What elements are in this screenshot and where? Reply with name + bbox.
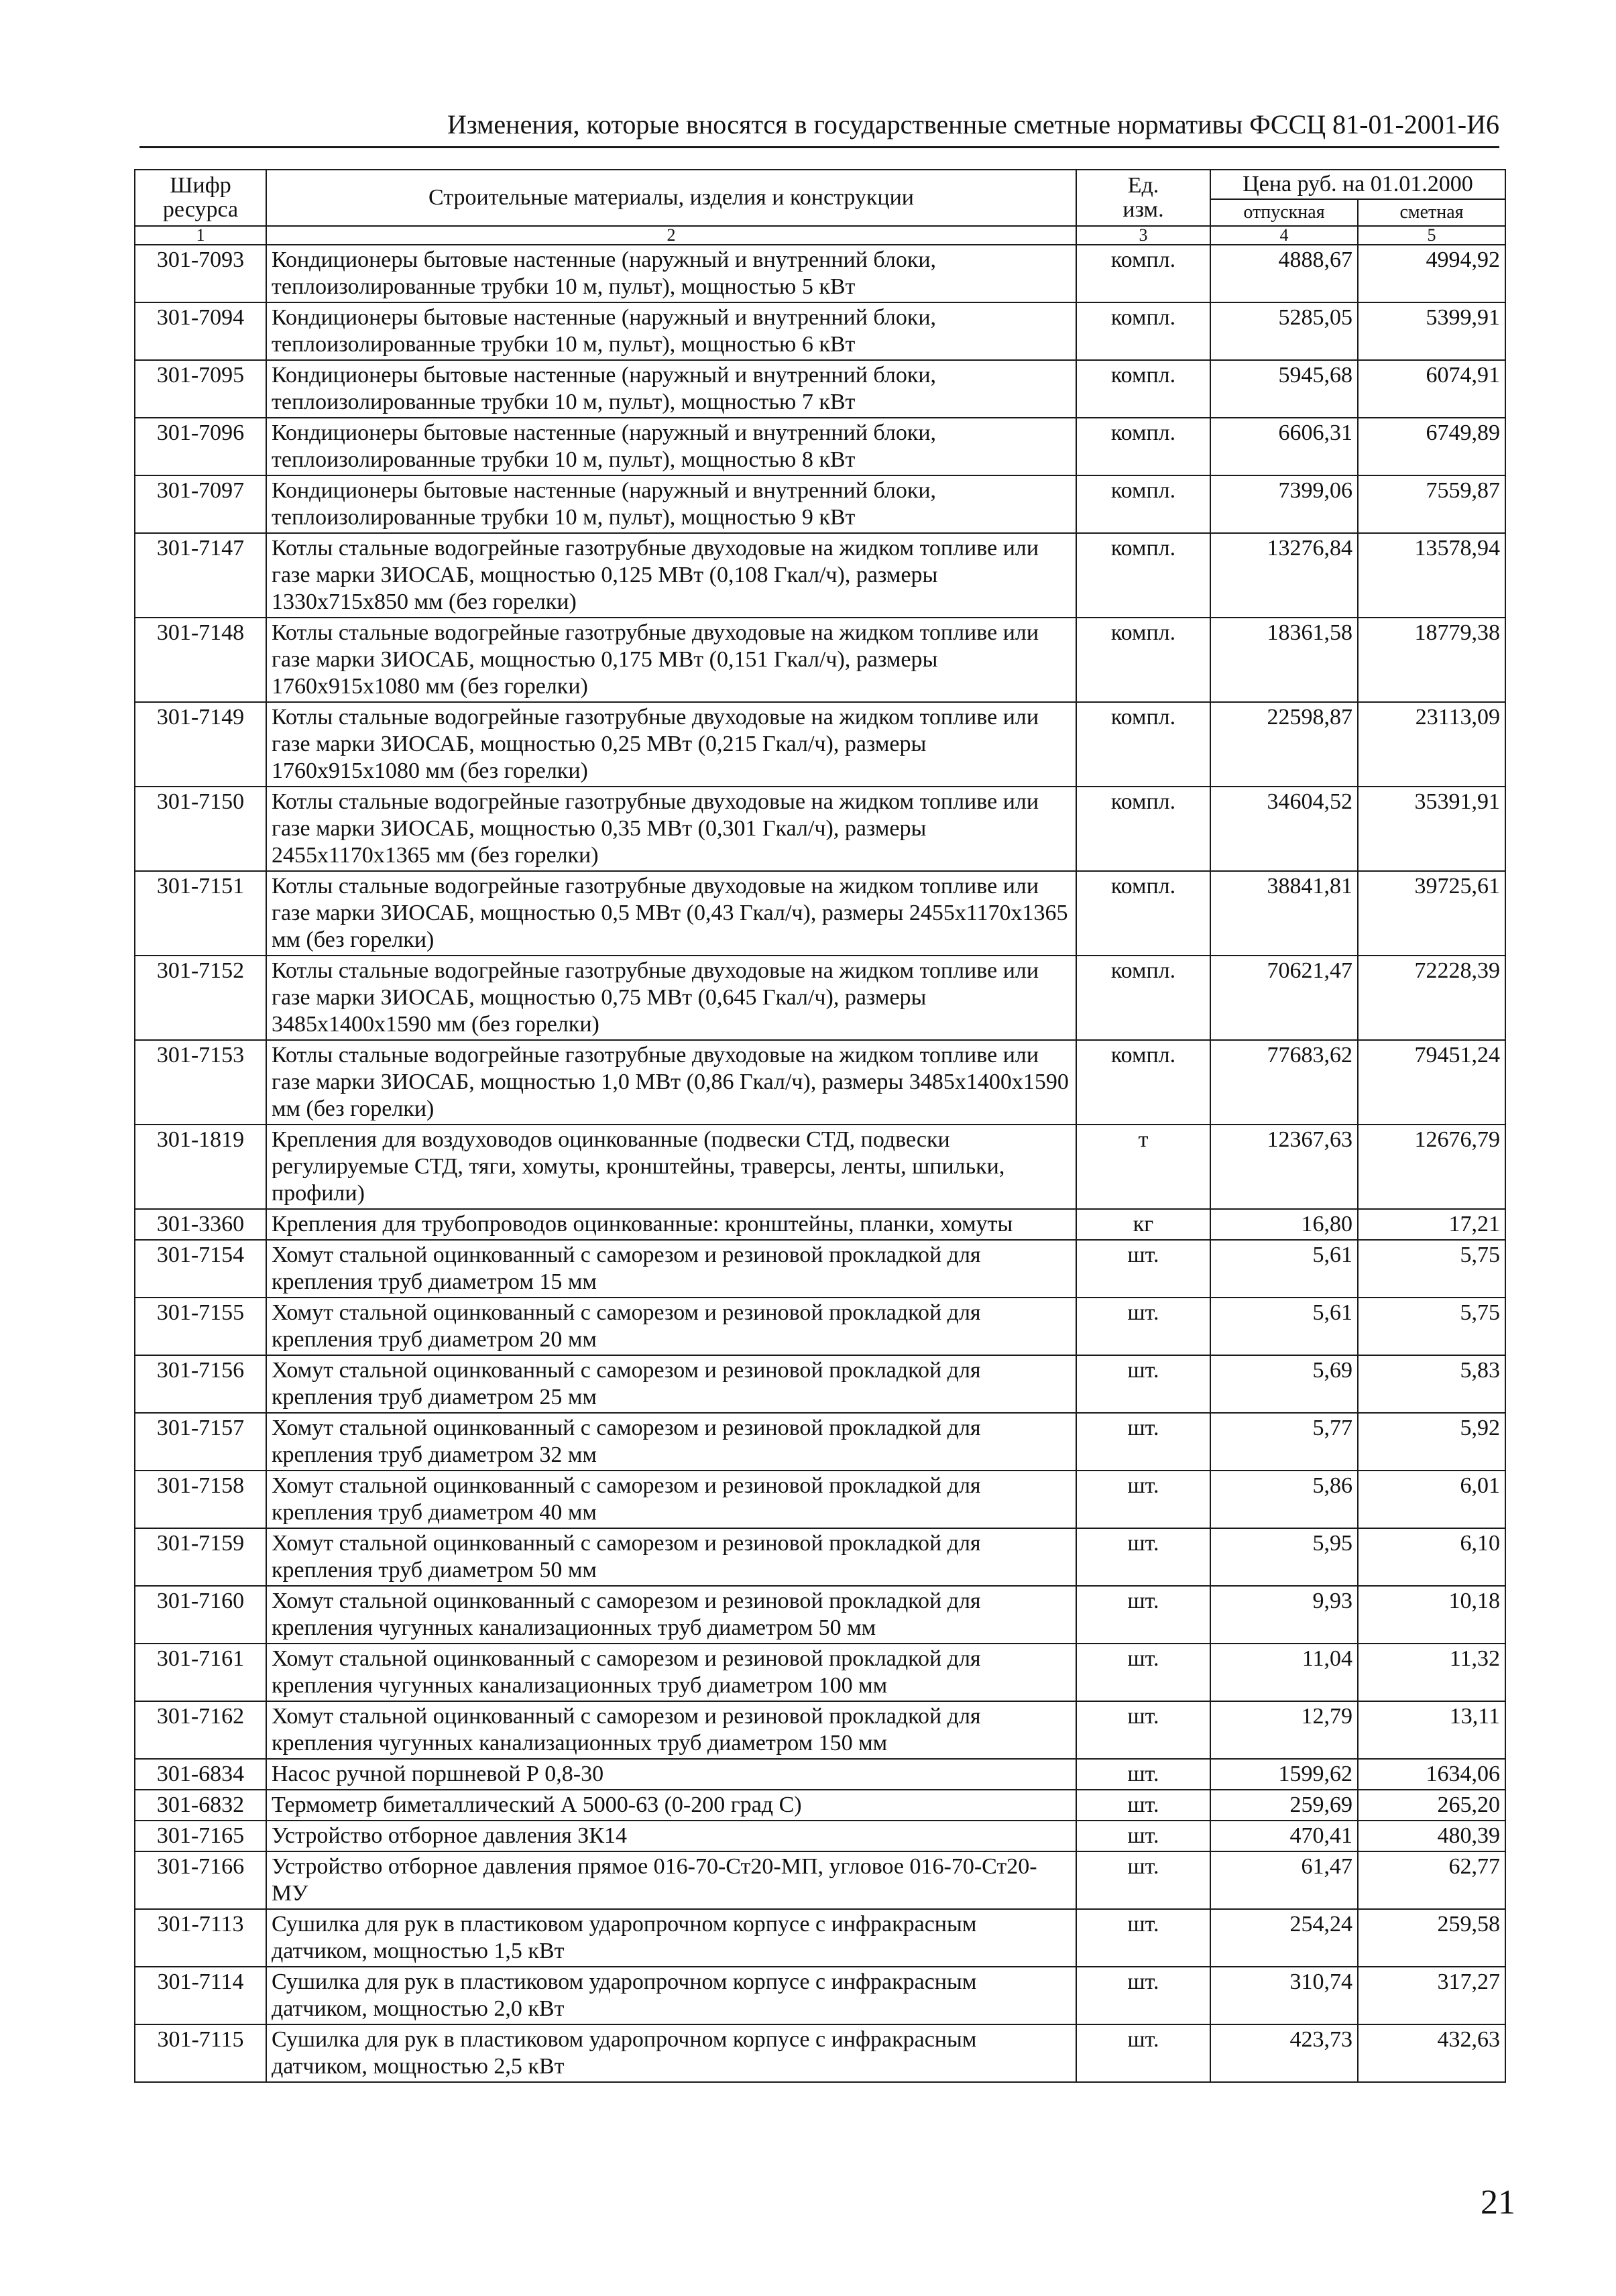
row-unit: компл. — [1076, 475, 1210, 533]
row-name: Устройство отборное давления прямое 016-70-Ст20-МП, угловое 016-70-Ст20-МУ — [266, 1851, 1076, 1909]
row-price-release: 259,69 — [1210, 1790, 1358, 1821]
row-price-estimate: 13578,94 — [1358, 533, 1505, 618]
row-price-release: 34604,52 — [1210, 787, 1358, 871]
row-price-estimate: 5,75 — [1358, 1298, 1505, 1355]
row-unit: компл. — [1076, 618, 1210, 702]
table-row — [135, 1528, 1505, 1586]
row-code: 301-7161 — [135, 1644, 266, 1701]
table-row — [135, 475, 1505, 533]
header-unit-line1: Ед. — [1127, 173, 1159, 198]
row-unit: шт. — [1076, 1909, 1210, 1967]
row-price-estimate: 1634,06 — [1358, 1759, 1505, 1790]
row-unit: шт. — [1076, 1355, 1210, 1413]
row-price-release: 7399,06 — [1210, 475, 1358, 533]
column-number: 2 — [266, 226, 1076, 245]
row-price-estimate: 18779,38 — [1358, 618, 1505, 702]
table-row — [135, 418, 1505, 475]
table-row — [135, 1909, 1505, 1967]
table-row — [135, 1821, 1505, 1851]
row-price-release: 61,47 — [1210, 1851, 1358, 1909]
row-name: Котлы стальные водогрейные газотрубные двуходовые на жидком топливе или газе марки ЗИОСАБ, мощностью 0,35 МВт (0,301 Гкал/ч), размеры 2455x1170x1365 мм (без горелки) — [266, 787, 1076, 871]
row-code: 301-6834 — [135, 1759, 266, 1790]
table-row — [135, 302, 1505, 360]
row-price-release: 16,80 — [1210, 1209, 1358, 1240]
row-unit: компл. — [1076, 245, 1210, 302]
row-price-release: 1599,62 — [1210, 1759, 1358, 1790]
row-price-estimate: 5399,91 — [1358, 302, 1505, 360]
row-unit: компл. — [1076, 418, 1210, 475]
row-name: Котлы стальные водогрейные газотрубные двуходовые на жидком топливе или газе марки ЗИОСАБ, мощностью 0,125 МВт (0,108 Гкал/ч), размеры 1330x715x850 мм (без горелки) — [266, 533, 1076, 618]
row-unit: компл. — [1076, 360, 1210, 418]
row-price-estimate: 5,83 — [1358, 1355, 1505, 1413]
row-unit: т — [1076, 1125, 1210, 1209]
row-code: 301-7113 — [135, 1909, 266, 1967]
row-price-release: 5,61 — [1210, 1240, 1358, 1298]
row-unit: шт. — [1076, 1644, 1210, 1701]
table-row — [135, 1125, 1505, 1209]
row-price-estimate: 12676,79 — [1358, 1125, 1505, 1209]
row-code: 301-7166 — [135, 1851, 266, 1909]
row-price-release: 310,74 — [1210, 1967, 1358, 2024]
row-code: 301-7096 — [135, 418, 266, 475]
row-price-release: 9,93 — [1210, 1586, 1358, 1644]
row-price-estimate: 4994,92 — [1358, 245, 1505, 302]
row-price-estimate: 11,32 — [1358, 1644, 1505, 1701]
table-row — [135, 1209, 1505, 1240]
table-row — [135, 533, 1505, 618]
row-unit: шт. — [1076, 1528, 1210, 1586]
header-unit-line2: изм. — [1122, 197, 1164, 222]
row-name: Крепления для трубопроводов оцинкованные: кронштейны, планки, хомуты — [266, 1209, 1076, 1240]
column-number-row — [135, 226, 1505, 245]
row-unit: компл. — [1076, 702, 1210, 787]
row-name: Котлы стальные водогрейные газотрубные двуходовые на жидком топливе или газе марки ЗИОСАБ, мощностью 0,5 МВт (0,43 Гкал/ч), размеры 2455x1170x1365 мм (без горелки) — [266, 871, 1076, 956]
row-code: 301-1819 — [135, 1125, 266, 1209]
row-unit: шт. — [1076, 1413, 1210, 1471]
row-price-release: 70621,47 — [1210, 956, 1358, 1040]
table-row — [135, 1355, 1505, 1413]
row-price-estimate: 39725,61 — [1358, 871, 1505, 956]
row-price-estimate: 6,10 — [1358, 1528, 1505, 1586]
row-name: Сушилка для рук в пластиковом ударопрочном корпусе с инфракрасным датчиком, мощностью 2,0 кВт — [266, 1967, 1076, 2024]
row-price-release: 12,79 — [1210, 1701, 1358, 1759]
row-code: 301-7094 — [135, 302, 266, 360]
column-number: 3 — [1076, 226, 1210, 245]
row-name: Котлы стальные водогрейные газотрубные двуходовые на жидком топливе или газе марки ЗИОСАБ, мощностью 0,175 МВт (0,151 Гкал/ч), размеры 1760x915x1080 мм (без горелки) — [266, 618, 1076, 702]
row-price-estimate: 432,63 — [1358, 2024, 1505, 2082]
row-name: Насос ручной поршневой Р 0,8-30 — [266, 1759, 1076, 1790]
table-row — [135, 1851, 1505, 1909]
column-number: 5 — [1358, 226, 1505, 245]
row-code: 301-7159 — [135, 1528, 266, 1586]
row-price-estimate: 480,39 — [1358, 1821, 1505, 1851]
row-price-release: 470,41 — [1210, 1821, 1358, 1851]
table-row — [135, 1967, 1505, 2024]
row-price-estimate: 10,18 — [1358, 1586, 1505, 1644]
row-name: Хомут стальной оцинкованный с саморезом и резиновой прокладкой для крепления чугунных канализационных труб диаметром 50 мм — [266, 1586, 1076, 1644]
row-code: 301-7153 — [135, 1040, 266, 1125]
row-price-release: 5285,05 — [1210, 302, 1358, 360]
row-code: 301-7152 — [135, 956, 266, 1040]
row-price-estimate: 13,11 — [1358, 1701, 1505, 1759]
row-price-estimate: 317,27 — [1358, 1967, 1505, 2024]
header-title: Изменения, которые вносятся в государственные сметные нормативы ФССЦ 81-01-2001-И6 — [447, 109, 1499, 139]
table-row — [135, 787, 1505, 871]
row-name: Кондиционеры бытовые настенные (наружный и внутренний блоки, теплоизолированные трубки 10 м, пульт), мощностью 7 кВт — [266, 360, 1076, 418]
row-price-release: 38841,81 — [1210, 871, 1358, 956]
row-name: Кондиционеры бытовые настенные (наружный и внутренний блоки, теплоизолированные трубки 10 м, пульт), мощностью 6 кВт — [266, 302, 1076, 360]
row-code: 301-7165 — [135, 1821, 266, 1851]
table-row — [135, 1759, 1505, 1790]
header-name: Строительные материалы, изделия и конструкции — [266, 170, 1076, 226]
row-code: 301-7160 — [135, 1586, 266, 1644]
row-code: 301-3360 — [135, 1209, 266, 1240]
row-price-release: 254,24 — [1210, 1909, 1358, 1967]
row-name: Крепления для воздуховодов оцинкованные (подвески СТД, подвески регулируемые СТД, тяги, хомуты, кронштейны, траверсы, ленты, шпильки, профили) — [266, 1125, 1076, 1209]
row-price-estimate: 6,01 — [1358, 1471, 1505, 1528]
row-code: 301-7157 — [135, 1413, 266, 1471]
row-unit: шт. — [1076, 1701, 1210, 1759]
row-price-estimate: 5,92 — [1358, 1413, 1505, 1471]
row-name: Хомут стальной оцинкованный с саморезом и резиновой прокладкой для крепления труб диаметром 50 мм — [266, 1528, 1076, 1586]
price-table — [134, 169, 1506, 2083]
row-unit: шт. — [1076, 1471, 1210, 1528]
row-price-release: 12367,63 — [1210, 1125, 1358, 1209]
header-unit — [1076, 170, 1210, 226]
row-code: 301-7154 — [135, 1240, 266, 1298]
row-name: Котлы стальные водогрейные газотрубные двуходовые на жидком топливе или газе марки ЗИОСАБ, мощностью 0,75 МВт (0,645 Гкал/ч), размеры 3485x1400x1590 мм (без горелки) — [266, 956, 1076, 1040]
row-name: Хомут стальной оцинкованный с саморезом и резиновой прокладкой для крепления труб диаметром 32 мм — [266, 1413, 1076, 1471]
row-unit: компл. — [1076, 533, 1210, 618]
table-header — [135, 170, 1505, 245]
row-price-estimate: 6749,89 — [1358, 418, 1505, 475]
row-price-estimate: 79451,24 — [1358, 1040, 1505, 1125]
row-unit: компл. — [1076, 302, 1210, 360]
row-unit: шт. — [1076, 1298, 1210, 1355]
row-name: Сушилка для рук в пластиковом ударопрочном корпусе с инфракрасным датчиком, мощностью 2,5 кВт — [266, 2024, 1076, 2082]
row-price-estimate: 259,58 — [1358, 1909, 1505, 1967]
row-name: Котлы стальные водогрейные газотрубные двуходовые на жидком топливе или газе марки ЗИОСАБ, мощностью 0,25 МВт (0,215 Гкал/ч), размеры 1760x915x1080 мм (без горелки) — [266, 702, 1076, 787]
row-name: Термометр биметаллический А 5000-63 (0-200 град С) — [266, 1790, 1076, 1821]
table-row — [135, 1040, 1505, 1125]
header-code-line1: Шифр — [170, 173, 231, 198]
row-price-estimate: 5,75 — [1358, 1240, 1505, 1298]
table-row — [135, 1471, 1505, 1528]
table-row — [135, 1298, 1505, 1355]
row-unit: компл. — [1076, 1040, 1210, 1125]
row-code: 301-7156 — [135, 1355, 266, 1413]
row-price-release: 11,04 — [1210, 1644, 1358, 1701]
table-body — [135, 245, 1505, 2082]
header-code — [135, 170, 266, 226]
row-code: 301-7114 — [135, 1967, 266, 2024]
row-name: Хомут стальной оцинкованный с саморезом и резиновой прокладкой для крепления труб диаметром 25 мм — [266, 1355, 1076, 1413]
row-price-estimate: 17,21 — [1358, 1209, 1505, 1240]
row-code: 301-7093 — [135, 245, 266, 302]
row-price-release: 5,77 — [1210, 1413, 1358, 1471]
row-name: Котлы стальные водогрейные газотрубные двуходовые на жидком топливе или газе марки ЗИОСАБ, мощностью 1,0 МВт (0,86 Гкал/ч), размеры 3485x1400x1590 мм (без горелки) — [266, 1040, 1076, 1125]
header-code-line2: ресурса — [162, 197, 239, 222]
table-row — [135, 618, 1505, 702]
page-header — [139, 107, 1499, 148]
table-row — [135, 871, 1505, 956]
row-unit: компл. — [1076, 787, 1210, 871]
row-code: 301-7158 — [135, 1471, 266, 1528]
row-price-release: 5,69 — [1210, 1355, 1358, 1413]
row-code: 301-7147 — [135, 533, 266, 618]
table-row — [135, 2024, 1505, 2082]
row-price-estimate: 72228,39 — [1358, 956, 1505, 1040]
row-price-estimate: 7559,87 — [1358, 475, 1505, 533]
row-price-release: 423,73 — [1210, 2024, 1358, 2082]
row-name: Сушилка для рук в пластиковом ударопрочном корпусе с инфракрасным датчиком, мощностью 1,5 кВт — [266, 1909, 1076, 1967]
row-code: 301-7097 — [135, 475, 266, 533]
row-price-release: 77683,62 — [1210, 1040, 1358, 1125]
row-unit: кг — [1076, 1209, 1210, 1240]
row-name: Хомут стальной оцинкованный с саморезом и резиновой прокладкой для крепления чугунных канализационных труб диаметром 100 мм — [266, 1644, 1076, 1701]
row-code: 301-7095 — [135, 360, 266, 418]
row-unit: шт. — [1076, 1240, 1210, 1298]
column-number: 1 — [135, 226, 266, 245]
row-code: 301-7151 — [135, 871, 266, 956]
row-code: 301-7148 — [135, 618, 266, 702]
row-name: Хомут стальной оцинкованный с саморезом и резиновой прокладкой для крепления труб диаметром 40 мм — [266, 1471, 1076, 1528]
table-row — [135, 360, 1505, 418]
row-name: Хомут стальной оцинкованный с саморезом и резиновой прокладкой для крепления труб диаметром 15 мм — [266, 1240, 1076, 1298]
header-price-release: отпускная — [1210, 199, 1358, 226]
row-unit: шт. — [1076, 2024, 1210, 2082]
row-price-release: 22598,87 — [1210, 702, 1358, 787]
row-name: Кондиционеры бытовые настенные (наружный и внутренний блоки, теплоизолированные трубки 10 м, пульт), мощностью 8 кВт — [266, 418, 1076, 475]
row-unit: шт. — [1076, 1586, 1210, 1644]
row-name: Кондиционеры бытовые настенные (наружный и внутренний блоки, теплоизолированные трубки 10 м, пульт), мощностью 9 кВт — [266, 475, 1076, 533]
row-unit: шт. — [1076, 1759, 1210, 1790]
table-row — [135, 1701, 1505, 1759]
row-name: Хомут стальной оцинкованный с саморезом и резиновой прокладкой для крепления чугунных канализационных труб диаметром 150 мм — [266, 1701, 1076, 1759]
row-unit: компл. — [1076, 956, 1210, 1040]
row-price-release: 5,95 — [1210, 1528, 1358, 1586]
row-price-estimate: 35391,91 — [1358, 787, 1505, 871]
row-code: 301-7162 — [135, 1701, 266, 1759]
row-code: 301-7115 — [135, 2024, 266, 2082]
header-price: Цена руб. на 01.01.2000 — [1210, 170, 1505, 199]
table-row — [135, 245, 1505, 302]
header-price-estimate: сметная — [1358, 199, 1505, 226]
row-name: Кондиционеры бытовые настенные (наружный и внутренний блоки, теплоизолированные трубки 10 м, пульт), мощностью 5 кВт — [266, 245, 1076, 302]
table-row — [135, 1790, 1505, 1821]
table-row — [135, 702, 1505, 787]
row-price-release: 5,86 — [1210, 1471, 1358, 1528]
row-name: Хомут стальной оцинкованный с саморезом и резиновой прокладкой для крепления труб диаметром 20 мм — [266, 1298, 1076, 1355]
table-row — [135, 1586, 1505, 1644]
table-row — [135, 1644, 1505, 1701]
row-unit: шт. — [1076, 1821, 1210, 1851]
row-price-release: 13276,84 — [1210, 533, 1358, 618]
row-price-release: 4888,67 — [1210, 245, 1358, 302]
row-code: 301-7149 — [135, 702, 266, 787]
table-row — [135, 956, 1505, 1040]
row-price-estimate: 62,77 — [1358, 1851, 1505, 1909]
column-number: 4 — [1210, 226, 1358, 245]
table-row — [135, 1240, 1505, 1298]
row-unit: шт. — [1076, 1967, 1210, 2024]
row-price-estimate: 265,20 — [1358, 1790, 1505, 1821]
row-unit: компл. — [1076, 871, 1210, 956]
row-price-estimate: 23113,09 — [1358, 702, 1505, 787]
row-code: 301-7155 — [135, 1298, 266, 1355]
row-code: 301-7150 — [135, 787, 266, 871]
row-price-release: 6606,31 — [1210, 418, 1358, 475]
row-unit: шт. — [1076, 1790, 1210, 1821]
row-price-release: 18361,58 — [1210, 618, 1358, 702]
row-name: Устройство отборное давления ЗК14 — [266, 1821, 1076, 1851]
row-unit: шт. — [1076, 1851, 1210, 1909]
row-code: 301-6832 — [135, 1790, 266, 1821]
row-price-release: 5945,68 — [1210, 360, 1358, 418]
row-price-estimate: 6074,91 — [1358, 360, 1505, 418]
table-row — [135, 1413, 1505, 1471]
row-price-release: 5,61 — [1210, 1298, 1358, 1355]
page-number: 21 — [1481, 2183, 1515, 2222]
